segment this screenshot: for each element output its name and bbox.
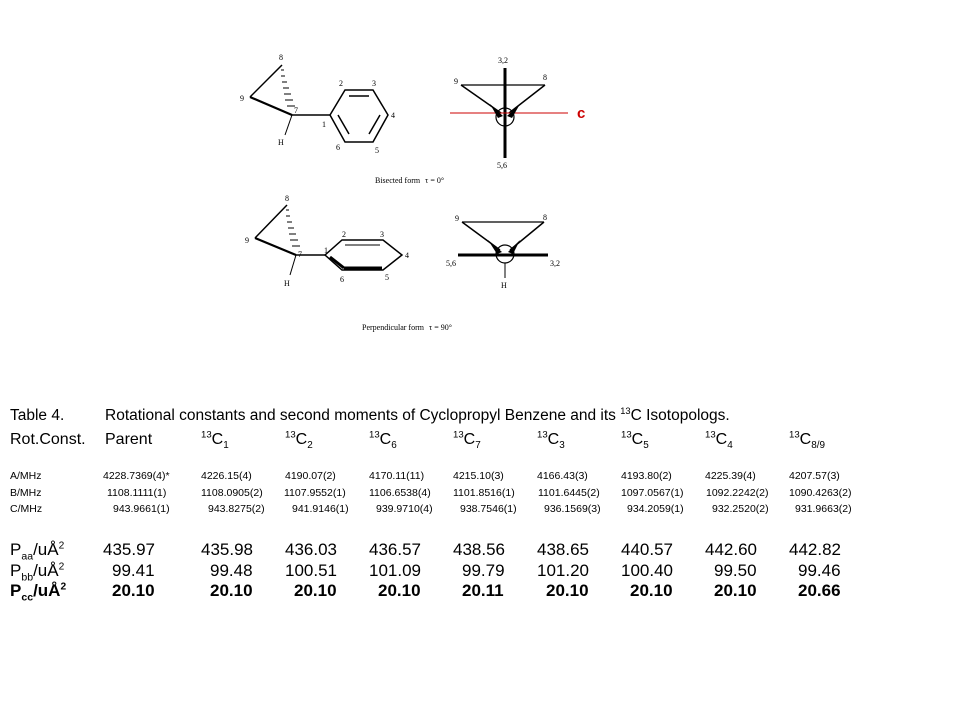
cell: 932.2520(2)	[712, 503, 769, 515]
table-title-text: Rotational constants and second moments of Cyclopropyl Benzene and its	[105, 407, 616, 424]
newman-right-label: 3,2	[550, 259, 560, 268]
label-c7: 7	[294, 106, 298, 115]
cell: 1097.0567(1)	[621, 487, 684, 499]
label-p4: 4	[405, 251, 409, 260]
cell: 99.79	[462, 561, 505, 580]
cell: 1108.1111(1)	[107, 487, 167, 499]
cell: 1108.0905(2)	[201, 487, 263, 499]
cell: 20.10	[630, 581, 673, 600]
perpendicular-caption: Perpendicular form τ = 90°	[362, 323, 452, 332]
cell: 943.9661(1)	[113, 503, 170, 515]
cell: 438.56	[453, 540, 505, 559]
cell: 20.66	[798, 581, 841, 600]
cell: 442.82	[789, 540, 841, 559]
header-iso: $^{13}C_6$	[369, 429, 397, 452]
header-iso: $^{13}C_2$	[285, 429, 313, 452]
newman-left-label: 5,6	[446, 259, 456, 268]
cell: 4207.57(3)	[789, 470, 840, 482]
cell: 99.48	[210, 561, 253, 580]
table-row-pbb	[0, 561, 960, 583]
cell: 20.10	[112, 581, 155, 600]
cell: 20.10	[714, 581, 757, 600]
cell: 938.7546(1)	[460, 503, 517, 515]
cell: 934.2059(1)	[627, 503, 684, 515]
row-label: A/MHz	[10, 470, 42, 482]
label-p6: 6	[336, 143, 340, 152]
table-row-c	[0, 503, 960, 517]
cell: 1101.8516(1)	[453, 487, 515, 499]
cell: 435.97	[103, 540, 155, 559]
cell: 101.20	[537, 561, 589, 580]
bisected-newman	[450, 68, 568, 158]
label-p1: 1	[324, 246, 328, 255]
label-c8: 8	[285, 194, 289, 203]
cell: 20.10	[378, 581, 421, 600]
cell: 4215.10(3)	[453, 470, 504, 482]
newman-bottom-label: H	[501, 281, 507, 290]
header-iso: $^{13}C_7$	[453, 429, 481, 452]
table-title-sup: 13	[620, 405, 631, 416]
cell: 4166.43(3)	[537, 470, 588, 482]
label-c8: 8	[279, 53, 283, 62]
header-rotconst: Rot.Const.	[10, 431, 86, 448]
cell: 438.65	[537, 540, 589, 559]
cell: 4193.80(2)	[621, 470, 672, 482]
table-row-b	[0, 487, 960, 501]
cell: 1106.6538(4)	[369, 487, 431, 499]
cell: 1107.9552(1)	[284, 487, 346, 499]
c-axis-label: c	[577, 105, 586, 122]
label-p4: 4	[391, 111, 395, 120]
header-iso: $^{13}C_5$	[621, 429, 649, 452]
cell: 20.10	[294, 581, 337, 600]
row-label: B/MHz	[10, 487, 42, 499]
header-iso: $^{13}C_{8/9}$	[789, 429, 826, 452]
cell: 99.46	[798, 561, 841, 580]
newman-top-label: 3,2	[498, 56, 508, 65]
cell: 100.51	[285, 561, 337, 580]
table-row-pcc	[0, 581, 960, 603]
perpendicular-newman-labels	[446, 213, 560, 290]
cell: 436.57	[369, 540, 421, 559]
table-title-tail: C Isotopologs.	[630, 407, 730, 424]
cell: 1092.2242(2)	[706, 487, 769, 499]
table-row-a	[0, 470, 960, 484]
cell: 931.9663(2)	[795, 503, 852, 515]
cell: 99.50	[714, 561, 757, 580]
cell: 936.1569(3)	[544, 503, 601, 515]
newman-right-top-label: 8	[543, 213, 547, 222]
label-p5: 5	[375, 146, 379, 155]
row-label: C/MHz	[10, 503, 43, 515]
bisected-atom-labels	[240, 53, 395, 155]
cell: 4228.7369(4)*	[103, 470, 170, 482]
perpendicular-structure	[255, 205, 402, 275]
label-p1: 1	[322, 120, 326, 129]
label-p3: 3	[380, 230, 384, 239]
newman-bottom-label: 5,6	[497, 161, 507, 170]
cell: 4170.11(11)	[369, 470, 425, 482]
cell: 4226.15(4)	[201, 470, 252, 482]
cell: 440.57	[621, 540, 673, 559]
label-h: H	[284, 279, 290, 288]
cell: 20.10	[210, 581, 253, 600]
bisected-caption: Bisected form τ = 0°	[375, 176, 445, 185]
table-row-paa	[0, 540, 960, 562]
bisected-structure	[250, 65, 388, 142]
table-number: Table 4.	[10, 407, 65, 424]
cell: 4190.07(2)	[285, 470, 336, 482]
newman-right-label: 8	[543, 73, 547, 82]
label-c9: 9	[240, 94, 244, 103]
row-label: $P_{aa}/uÅ^2$	[10, 540, 65, 563]
label-p3: 3	[372, 79, 376, 88]
cell: 941.9146(1)	[292, 503, 349, 515]
newman-left-top-label: 9	[455, 214, 459, 223]
cell: 436.03	[285, 540, 337, 559]
header-iso: $^{13}C_3$	[537, 429, 565, 452]
header-iso: $^{13}C_4$	[705, 429, 733, 452]
cell: 943.8275(2)	[208, 503, 265, 515]
label-p6: 6	[340, 275, 344, 284]
cell: 4225.39(4)	[705, 470, 756, 482]
header-parent: Parent	[105, 431, 153, 448]
label-p2: 2	[339, 79, 343, 88]
cell: 20.11	[462, 581, 504, 600]
cell: 100.40	[621, 561, 673, 580]
cell: 99.41	[112, 561, 155, 580]
cell: 442.60	[705, 540, 757, 559]
cell: 101.09	[369, 561, 421, 580]
table-header-row	[0, 431, 960, 455]
label-c7: 7	[298, 250, 302, 259]
cell: 1090.4263(2)	[789, 487, 852, 499]
cell: 939.9710(4)	[376, 503, 433, 515]
cell: 20.10	[546, 581, 589, 600]
cell: 1101.6445(2)	[538, 487, 600, 499]
row-label: $P_{bb}/uÅ^2$	[10, 561, 65, 584]
row-label: $P_{cc}/uÅ^2$	[10, 581, 67, 604]
label-c9: 9	[245, 236, 249, 245]
label-p2: 2	[342, 230, 346, 239]
table-title	[10, 407, 730, 425]
cell: 435.98	[201, 540, 253, 559]
newman-left-label: 9	[454, 77, 458, 86]
label-p5: 5	[385, 273, 389, 282]
header-iso: $^{13}C_1$	[201, 429, 229, 452]
label-h: H	[278, 138, 284, 147]
perpendicular-newman	[458, 222, 548, 278]
